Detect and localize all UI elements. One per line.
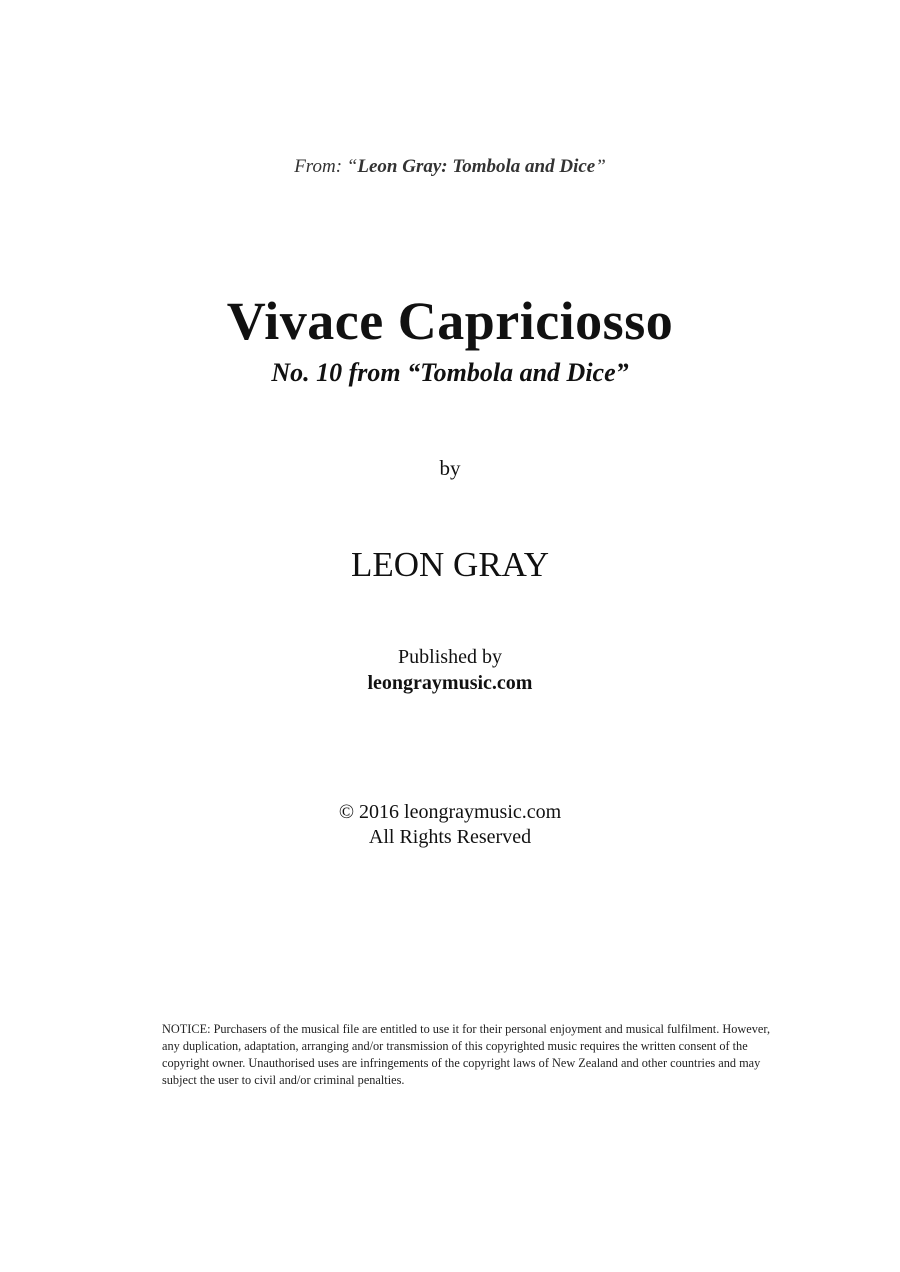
composer-name: LEON GRAY [350, 545, 550, 584]
piece-title: Vivace Capriciosso [226, 291, 674, 351]
from-prefix: From: “ [294, 156, 358, 177]
copyright-notice: NOTICE: Purchasers of the musical file are entitled to use it for their personal enjoyment and musical fulfilment. However, any duplication, adaptation, arranging and/or transmission of this copyrighted music requires the written consent of the copyright owner. Unauthorised uses are infringements of the copyright laws of New Zealand and other countries and may subject the user to civil and/or criminal penalties. [162, 1022, 771, 1087]
source-collection-line [0, 156, 900, 178]
piece-subtitle: No. 10 from “Tombola and Dice” [271, 358, 629, 387]
rights-reserved: All Rights Reserved [368, 826, 532, 848]
by-label: by [439, 456, 461, 480]
copyright-line: © 2016 leongraymusic.com [338, 801, 562, 823]
from-suffix: ” [595, 156, 606, 177]
publisher-name: leongraymusic.com [367, 672, 533, 694]
collection-title: Leon Gray: Tombola and Dice [357, 156, 596, 177]
published-by-label: Published by [398, 646, 502, 668]
